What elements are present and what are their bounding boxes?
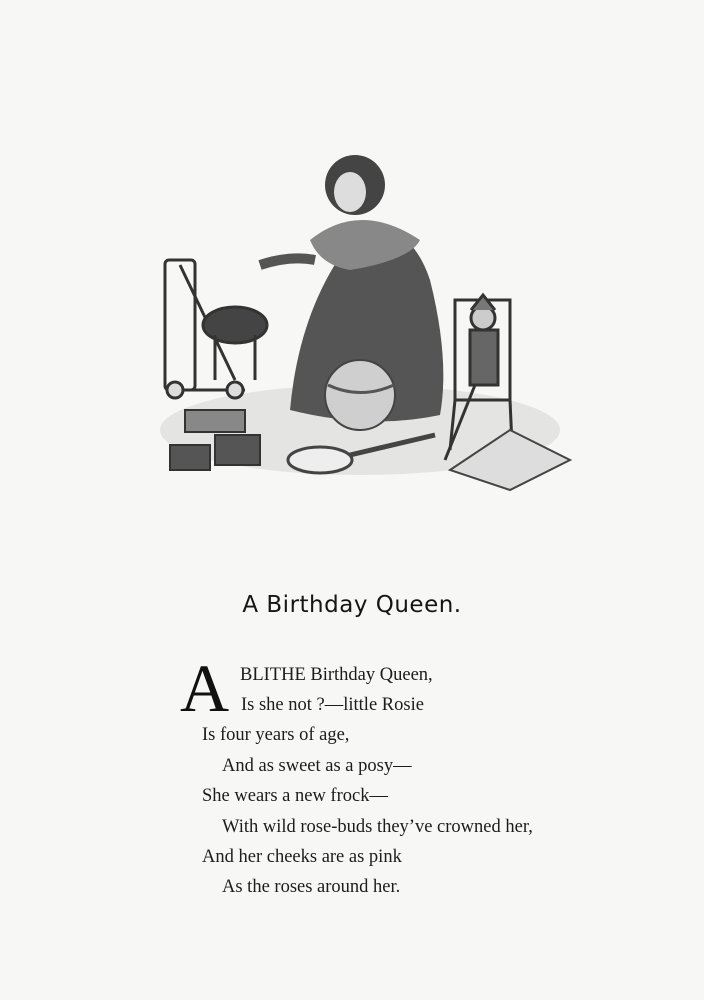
poem-line-8: As the roses around her. (222, 877, 401, 897)
girl-with-toys-illustration (150, 130, 580, 500)
poem-line-2: Is she not ?—little Rosie (241, 695, 424, 715)
poem-line-3: Is four years of age, (202, 725, 350, 745)
poem-line-7: And her cheeks are as pink (202, 847, 402, 867)
poem-line-5: She wears a new frock— (202, 786, 388, 806)
poem-line-4: And as sweet as a posy— (222, 756, 412, 776)
toy-horse-icon (165, 260, 267, 398)
ball-icon (325, 360, 395, 430)
drop-cap: A (180, 650, 230, 726)
page-title: A Birthday Queen. (242, 592, 462, 618)
poem-line-6: With wild rose-buds they’ve crowned her, (222, 817, 533, 837)
poem-line-1: BLITHE Birthday Queen, (240, 665, 433, 685)
